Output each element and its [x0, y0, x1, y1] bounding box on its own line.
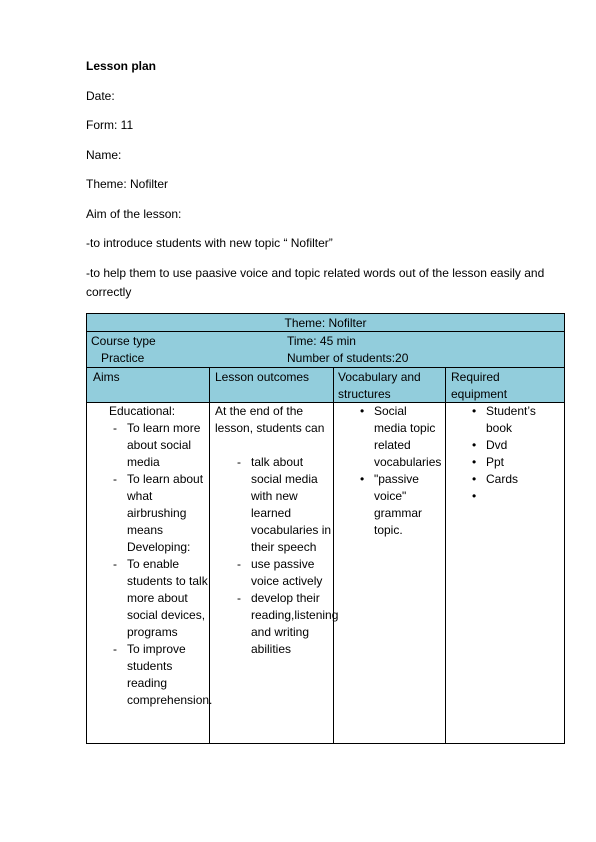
header-aims: Aims	[93, 370, 120, 384]
equipment-cell	[446, 403, 564, 743]
outcomes-list	[237, 454, 339, 658]
theme-line: Theme: Nofilter	[86, 177, 169, 191]
list-item: - To improve students reading comprehension.	[113, 642, 213, 707]
aims-cell	[87, 403, 213, 743]
header-cell	[210, 368, 334, 402]
list-item: • Ppt	[472, 455, 505, 469]
course-info-row	[87, 332, 564, 368]
header-cell	[446, 368, 564, 402]
aim-item-2: -to help them to use paasive voice and topic related words out of the lesson easily and correctly	[86, 266, 545, 299]
list-item: - To learn more about social media	[113, 421, 201, 469]
vocabulary-list	[360, 403, 442, 539]
outcomes-intro: At the end of the lesson, students can	[215, 404, 325, 435]
list-item: - develop their reading,listening and writing abilities	[237, 591, 339, 656]
table-header-row	[87, 368, 564, 403]
course-type: Course type	[91, 334, 156, 348]
course-time: Time: 45 min	[287, 334, 356, 348]
header-cell	[87, 368, 210, 402]
developing-list	[113, 556, 213, 709]
header-vocabulary: Vocabulary and structures	[338, 370, 421, 401]
developing-label: Developing:	[127, 540, 191, 554]
outcomes-cell	[210, 403, 339, 743]
list-item: - use passive voice actively	[237, 557, 323, 588]
list-item: - talk about social media with new learned vocabularies in their speech	[237, 455, 332, 554]
aim-heading: Aim of the lesson:	[86, 207, 182, 221]
list-item: •	[472, 489, 477, 503]
list-item: • Student’s book	[472, 404, 536, 435]
educational-label: Educational:	[109, 404, 176, 418]
lesson-table	[86, 313, 565, 744]
header-outcomes: Lesson outcomes	[215, 370, 310, 384]
table-theme-row	[87, 314, 564, 332]
aim-item-1: -to introduce students with new topic “ Nofilter”	[86, 236, 333, 250]
form-line: Form: 11	[86, 118, 134, 132]
student-count: Number of students:20	[287, 351, 409, 365]
table-body-row	[87, 403, 564, 743]
page-title: Lesson plan	[86, 59, 157, 73]
list-item: • Dvd	[472, 438, 508, 452]
list-item: - To learn about what airbrushing means	[113, 472, 204, 537]
header-cell	[334, 368, 446, 402]
name-line: Name:	[86, 148, 122, 162]
list-item: - To enable students to talk more about social devices, programs	[113, 557, 208, 639]
vocabulary-cell	[334, 403, 446, 743]
table-theme: Theme: Nofilter	[284, 316, 367, 330]
course-practice: Practice	[101, 351, 145, 365]
list-item: • Social media topic related vocabularies	[360, 404, 442, 469]
header-equipment: Required equipment	[451, 370, 508, 401]
list-item: • "passive voice" grammar topic.	[360, 472, 423, 537]
educational-list	[113, 420, 209, 539]
equipment-list	[472, 403, 556, 505]
list-item: • Cards	[472, 472, 519, 486]
date-line: Date:	[86, 89, 115, 103]
